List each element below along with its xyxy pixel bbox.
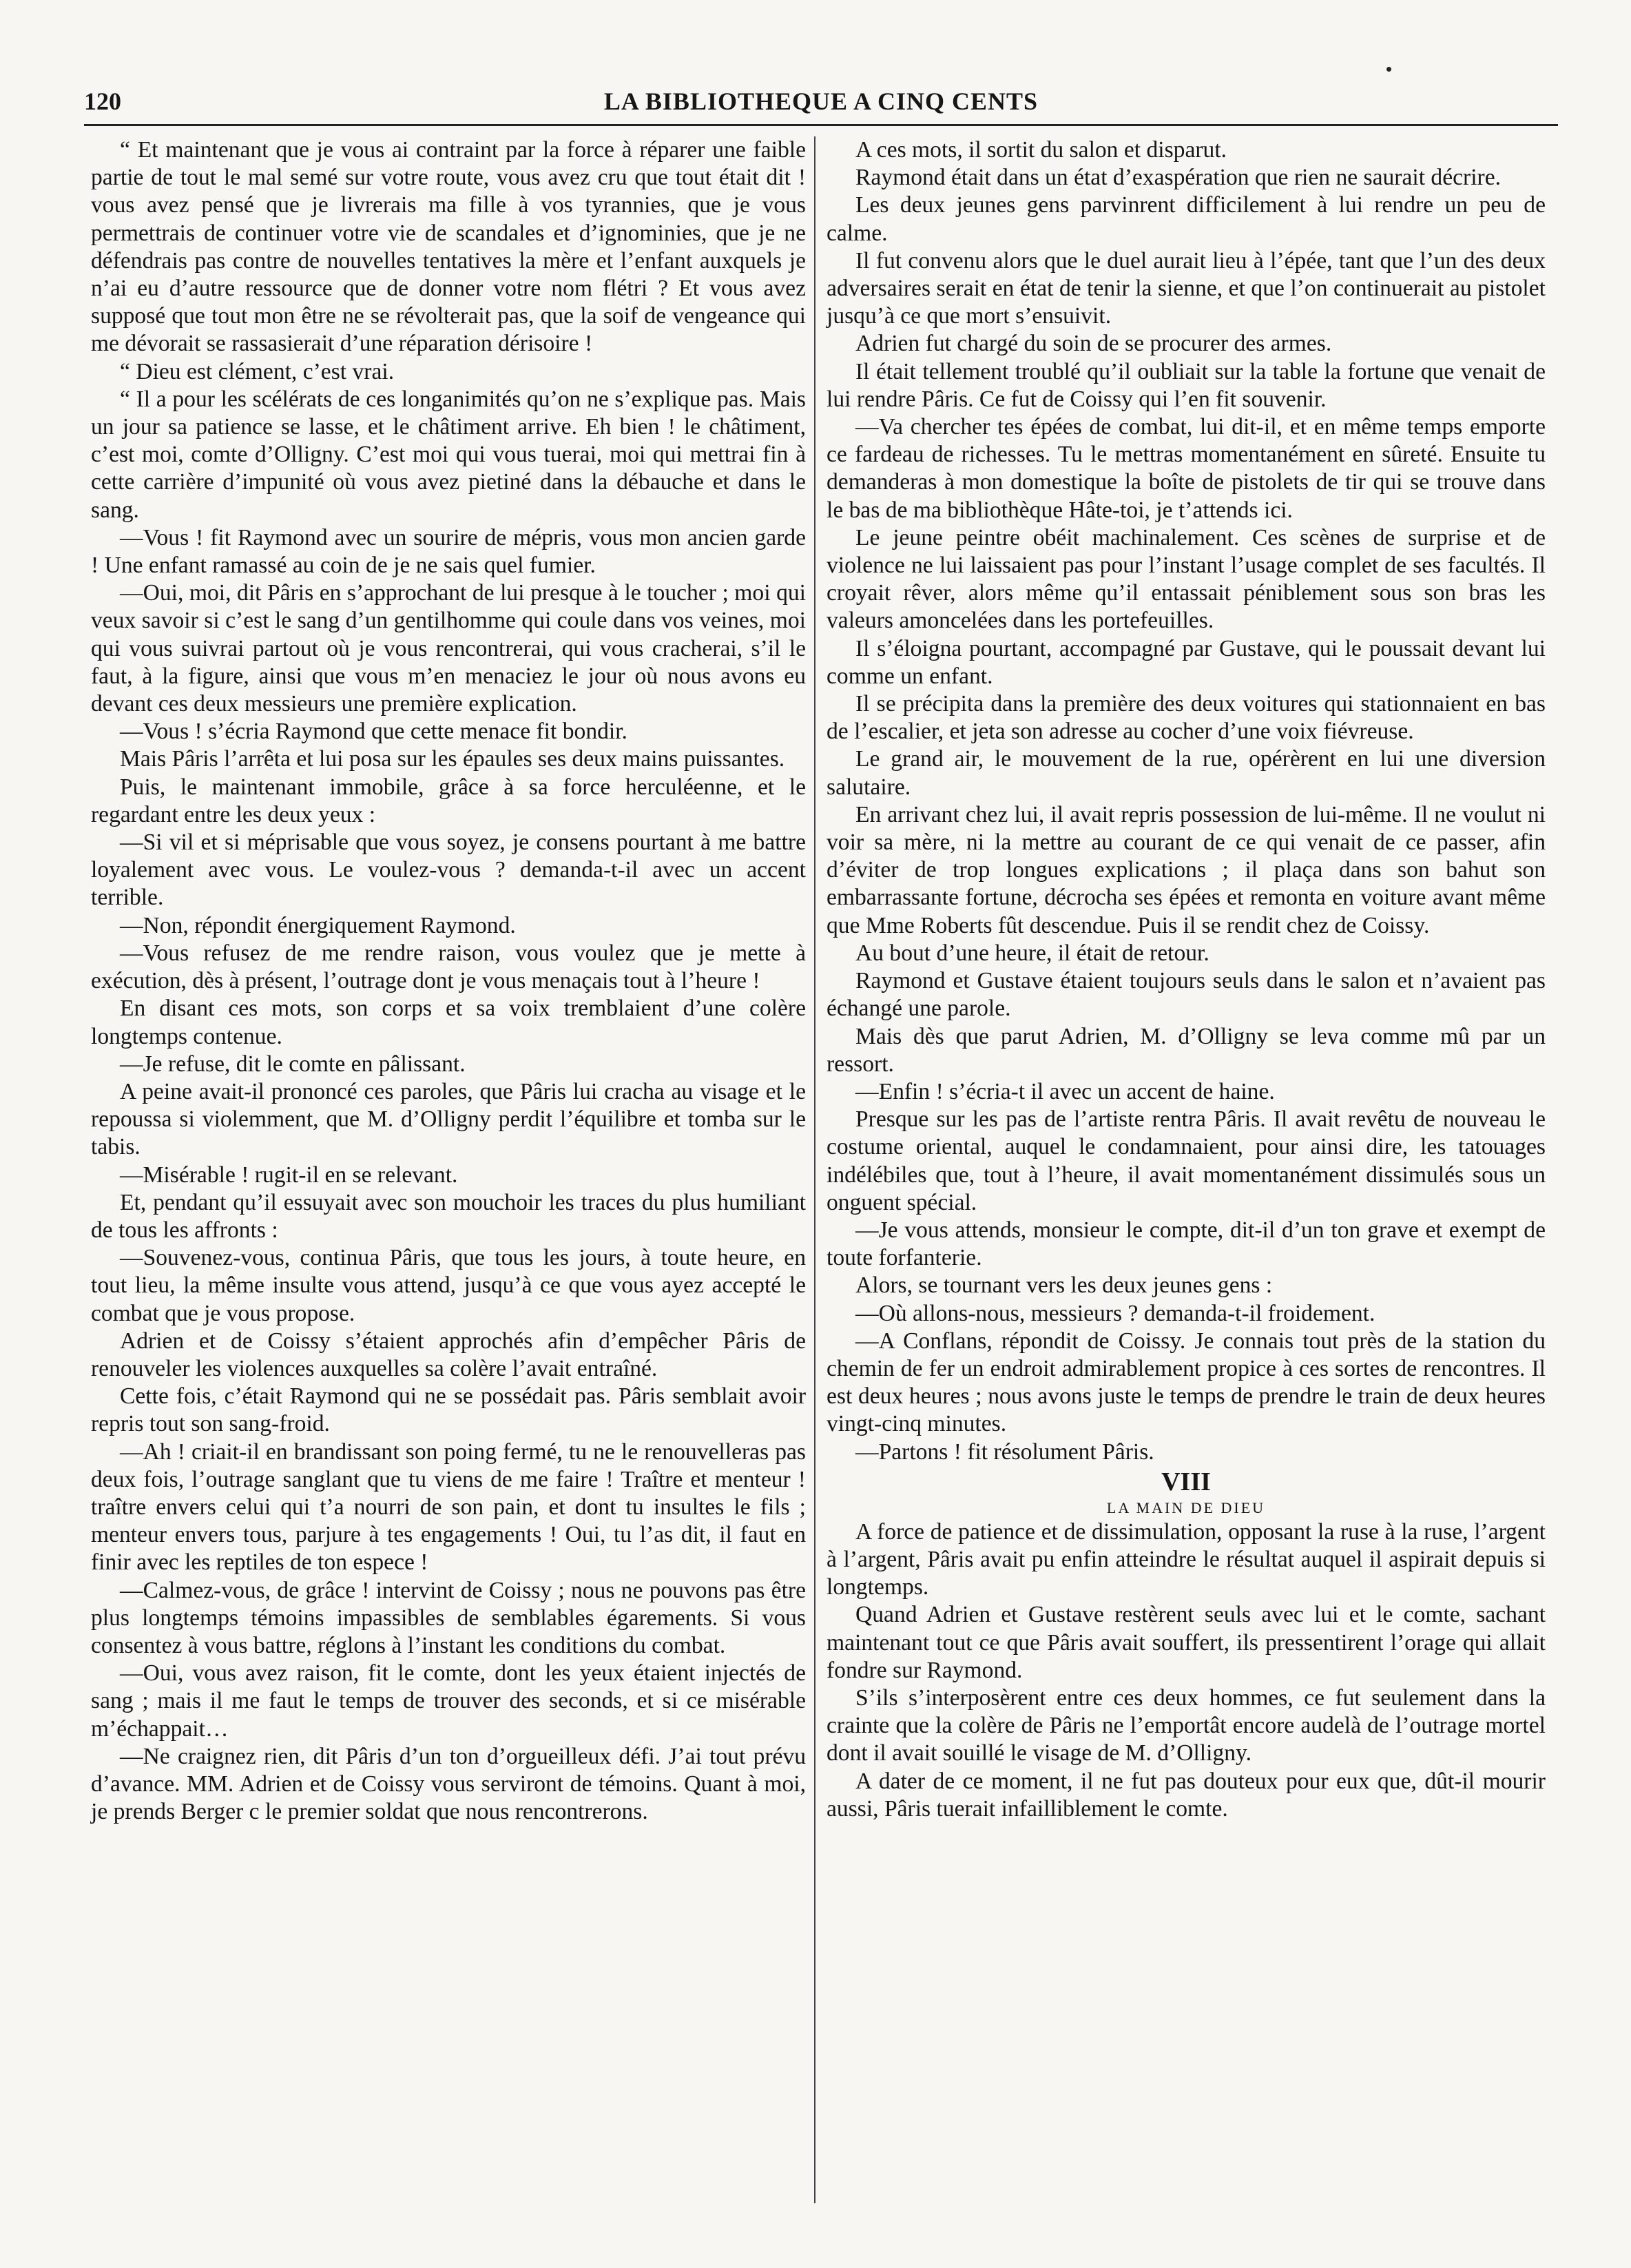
paragraph: —Oui, moi, dit Pâris en s’approchant de lui presque à le toucher ; moi qui veux savoir si c’est le sang d’un gentilhomme qui coule dans vos veines, moi qui vous suivrai partout où je vous rencontrerai, qui vous cracherai, s’il le faut, à la figure, ainsi que vous m’en menaciez le jour où nous avons eu devant ces deux messieurs une première explication. <box>91 580 806 717</box>
paragraph: —Ah ! criait-il en brandissant son poing fermé, tu ne le renouvelleras pas deux fois, l’outrage sanglant que tu viens de me faire ! Traître et menteur ! traître envers celui qui t’a nourri de son pain, et dont tu insultes le fils ; menteur envers tous, parjure à tes engagements ! Oui, tu l’as dit, il faut en finir avec les reptiles de ton espece ! <box>91 1439 806 1576</box>
paragraph: Quand Adrien et Gustave restèrent seuls avec lui et le comte, sachant maintenant tout ce que Pâris avait souffert, ils pressentirent l’orage qui allait fondre sur Raymond. <box>827 1602 1546 1683</box>
paragraph: —Vous ! s’écria Raymond que cette menace fit bondir. <box>120 719 627 745</box>
paragraph: Il s’éloigna pourtant, accompagné par Gustave, qui le poussait devant lui comme un enfant. <box>827 635 1546 689</box>
paragraph: Mais dès que parut Adrien, M. d’Olligny se leva comme mû par un ressort. <box>827 1023 1546 1077</box>
paragraph: Au bout d’une heure, il était de retour. <box>855 940 1209 966</box>
paragraph: Presque sur les pas de l’artiste rentra Pâris. Il avait revêtu de nouveau le costume oriental, auquel le condamnaient, pour ainsi dire, les tatouages indélébiles que, tout à l’heure, il avait momentanément dissimulés sous un onguent spécial. <box>827 1106 1546 1215</box>
paragraph: Mais Pâris l’arrêta et lui posa sur les épaules ses deux mains puissantes. <box>120 746 785 772</box>
paragraph: —Oui, vous avez raison, fit le comte, dont les yeux étaient injectés de sang ; mais il me faut le temps de trouver des seconds, et si ce misérable m’échappait… <box>91 1660 806 1742</box>
paragraph: Il était tellement troublé qu’il oubliait sur la table la fortune que venait de lui rendre Pâris. Ce fut de Coissy qui l’en fit souvenir. <box>827 358 1546 412</box>
page-header <box>84 81 1558 128</box>
paragraph: “ Il a pour les scélérats de ces longanimités qu’on ne s’explique pas. Mais un jour sa patience se lasse, et le châtiment arrive. Eh bien ! le châtiment, c’est moi, comte d’Olligny. C’est moi qui vous tuerai, moi qui mettrai fin à cette carrière d’impunité où vous avez pietiné dans la débauche et dans le sang. <box>91 386 806 523</box>
paragraph: Adrien fut chargé du soin de se procurer des armes. <box>855 331 1332 357</box>
page-number: 120 <box>84 87 121 115</box>
paragraph: Il se précipita dans la première des deux voitures qui stationnaient en bas de l’escalier, et jeta son adresse au cocher d’une voix fiévreuse. <box>827 691 1546 745</box>
paragraph: Le jeune peintre obéit machinalement. Ces scènes de surprise et de violence ne lui laissaient pas pour l’instant l’usage complet de ses facultés. Il croyait rêver, alors même qu’il entassait péniblement sous son bras les valeurs amoncelées dans les portefeuilles. <box>827 524 1546 634</box>
chapter-number: VIII <box>1161 1467 1211 1496</box>
paragraph: “ Et maintenant que je vous ai contraint par la force à réparer une faible partie de tout le mal semé sur votre route, vous avez cru que tout était dit ! vous avez pensé que je livrerais ma fille à vos tyrannies, que je vous permettrais de continuer votre vie de scandales et d’ignominies, que je ne défendrais pas contre de nouvelles tentatives la mère et l’enfant auxquels je n’ai eu d’autre ressource que de donner votre nom flétri ? Et vous avez supposé que tout mon être ne se révolterait pas, que la soif de vengeance qui me dévorait se rassasierait d’une réparation dérisoire ! <box>91 137 806 357</box>
paragraph: S’ils s’interposèrent entre ces deux hommes, ce fut seulement dans la crainte que la colère de Pâris ne l’emportât encore audelà de l’outrage mortel dont il avait souillé le visage de M. d’Olligny. <box>827 1684 1546 1766</box>
paragraph: —Vous ! fit Raymond avec un sourire de mépris, vous mon ancien garde ! Une enfant ramassé au coin de je ne sais quel fumier. <box>91 524 806 579</box>
paragraph: —Vous refusez de me rendre raison, vous voulez que je mette à exécution, dès à présent, l’outrage dont je vous menaçais tout à l’heure ! <box>91 940 806 994</box>
paragraph: —Si vil et si méprisable que vous soyez, je consens pourtant à me battre loyalement avec vous. Le voulez-vous ? demanda-t-il avec un accent terrible. <box>91 829 806 911</box>
paragraph: —Je refuse, dit le comte en pâlissant. <box>120 1051 466 1077</box>
paragraph: Le grand air, le mouvement de la rue, opérèrent en lui une diversion salutaire. <box>827 746 1546 800</box>
paragraph: —Calmez-vous, de grâce ! intervint de Coissy ; nous ne pouvons pas être plus longtemps témoins impassibles de semblables égarements. Si vous consentez à vous battre, réglons à l’instant les conditions du combat. <box>91 1577 806 1658</box>
paragraph: Adrien et de Coissy s’étaient approchés afin d’empêcher Pâris de renouveler les violences auxquelles sa colère l’avait entraîné. <box>91 1328 806 1381</box>
paragraph: Alors, se tournant vers les deux jeunes gens : <box>855 1272 1273 1299</box>
paragraph: —Ne craignez rien, dit Pâris d’un ton d’orgueilleux défi. J’ai tout prévu d’avance. MM. Adrien et de Coissy vous serviront de témoins. Quant à moi, je prends Berger c le premier soldat que nous rencontrerons. <box>91 1743 806 1825</box>
paragraph: —Souvenez-vous, continua Pâris, que tous les jours, à toute heure, en tout lieu, la même insulte vous attend, jusqu’à ce que vous ayez accepté le combat que je vous propose. <box>91 1245 806 1326</box>
paragraph: En arrivant chez lui, il avait repris possession de lui-même. Il ne voulut ni voir sa mère, ni la mettre au courant de ce qui venait de ce passer, afin d’éviter de trop longues explications ; il plaça dans son bahut son embarrassante fortune, décrocha ses épées et remonta en voiture avant même que Mme Roberts fût descendue. Puis il se rendit chez de Coissy. <box>827 801 1546 938</box>
paragraph: A dater de ce moment, il ne fut pas douteux pour eux que, dût-il mourir aussi, Pâris tuerait infailliblement le comte. <box>827 1768 1546 1822</box>
paragraph: —Enfin ! s’écria-t il avec un accent de haine. <box>855 1078 1275 1104</box>
paragraph: Les deux jeunes gens parvinrent difficilement à lui rendre un peu de calme. <box>827 192 1546 246</box>
column-divider <box>814 136 816 2203</box>
paragraph: A force de patience et de dissimulation, opposant la ruse à la ruse, l’argent à l’argent, Pâris avait pu enfin atteindre le résultat auquel il aspirait depuis si longtemps. <box>827 1518 1546 1600</box>
running-title: LA BIBLIOTHEQUE A CINQ CENTS <box>603 87 1039 115</box>
paragraph: Raymond et Gustave étaient toujours seuls dans le salon et n’avaient pas échangé une parole. <box>827 968 1546 1022</box>
header-rule <box>84 124 1558 126</box>
paragraph: Il fut convenu alors que le duel aurait lieu à l’épée, tant que l’un des deux adversaires serait en état de tenir la sienne, et que l’on continuerait au pistolet jusqu’à ce que mort s’ensuivit. <box>827 247 1546 329</box>
paragraph: Cette fois, c’était Raymond qui ne se possédait pas. Pâris semblait avoir repris tout son sang-froid. <box>91 1383 806 1437</box>
paragraph: —Va chercher tes épées de combat, lui dit-il, et en même temps emporte ce fardeau de richesses. Tu le mettras momentanément en sûreté. Ensuite tu demanderas à mon domestique la boîte de pistolets de tir qui se trouve dans le bas de ma bibliothèque Hâte-toi, je t’attends ici. <box>827 414 1546 523</box>
paragraph: —Non, répondit énergiquement Raymond. <box>120 912 516 938</box>
paragraph: Puis, le maintenant immobile, grâce à sa force herculéenne, et le regardant entre les deux yeux : <box>91 774 806 827</box>
paragraph: Et, pendant qu’il essuyait avec son mouchoir les traces du plus humiliant de tous les affronts : <box>91 1189 806 1243</box>
paragraph: —Partons ! fit résolument Pâris. <box>855 1439 1154 1465</box>
paragraph: A peine avait-il prononcé ces paroles, que Pâris lui cracha au visage et le repoussa si violemment, que M. d’Olligny perdit l’équilibre et tomba sur le tabis. <box>91 1078 806 1160</box>
paragraph: —Je vous attends, monsieur le compte, dit-il d’un ton grave et exempt de toute forfanterie. <box>827 1217 1546 1271</box>
left-column <box>91 136 806 1826</box>
paragraph: Raymond était dans un état d’exaspération que rien ne saurait décrire. <box>855 165 1502 191</box>
right-column <box>827 136 1546 1823</box>
chapter-title: LA MAIN DE DIEU <box>1106 1498 1266 1516</box>
ink-speck <box>1386 67 1391 72</box>
paragraph: —Où allons-nous, messieurs ? demanda-t-il froidement. <box>855 1300 1375 1326</box>
paragraph: En disant ces mots, son corps et sa voix tremblaient d’une colère longtemps contenue. <box>91 996 806 1049</box>
paragraph: —Misérable ! rugit-il en se relevant. <box>120 1162 458 1188</box>
paragraph: —A Conflans, répondit de Coissy. Je connais tout près de la station du chemin de fer un endroit admirablement propice à ces sortes de rencontres. Il est deux heures ; nous avons juste le temps de prendre le train de deux heures vingt-cinq minutes. <box>827 1328 1546 1437</box>
paragraph: A ces mots, il sortit du salon et disparut. <box>855 137 1227 163</box>
paragraph: “ Dieu est clément, c’est vrai. <box>120 358 395 384</box>
